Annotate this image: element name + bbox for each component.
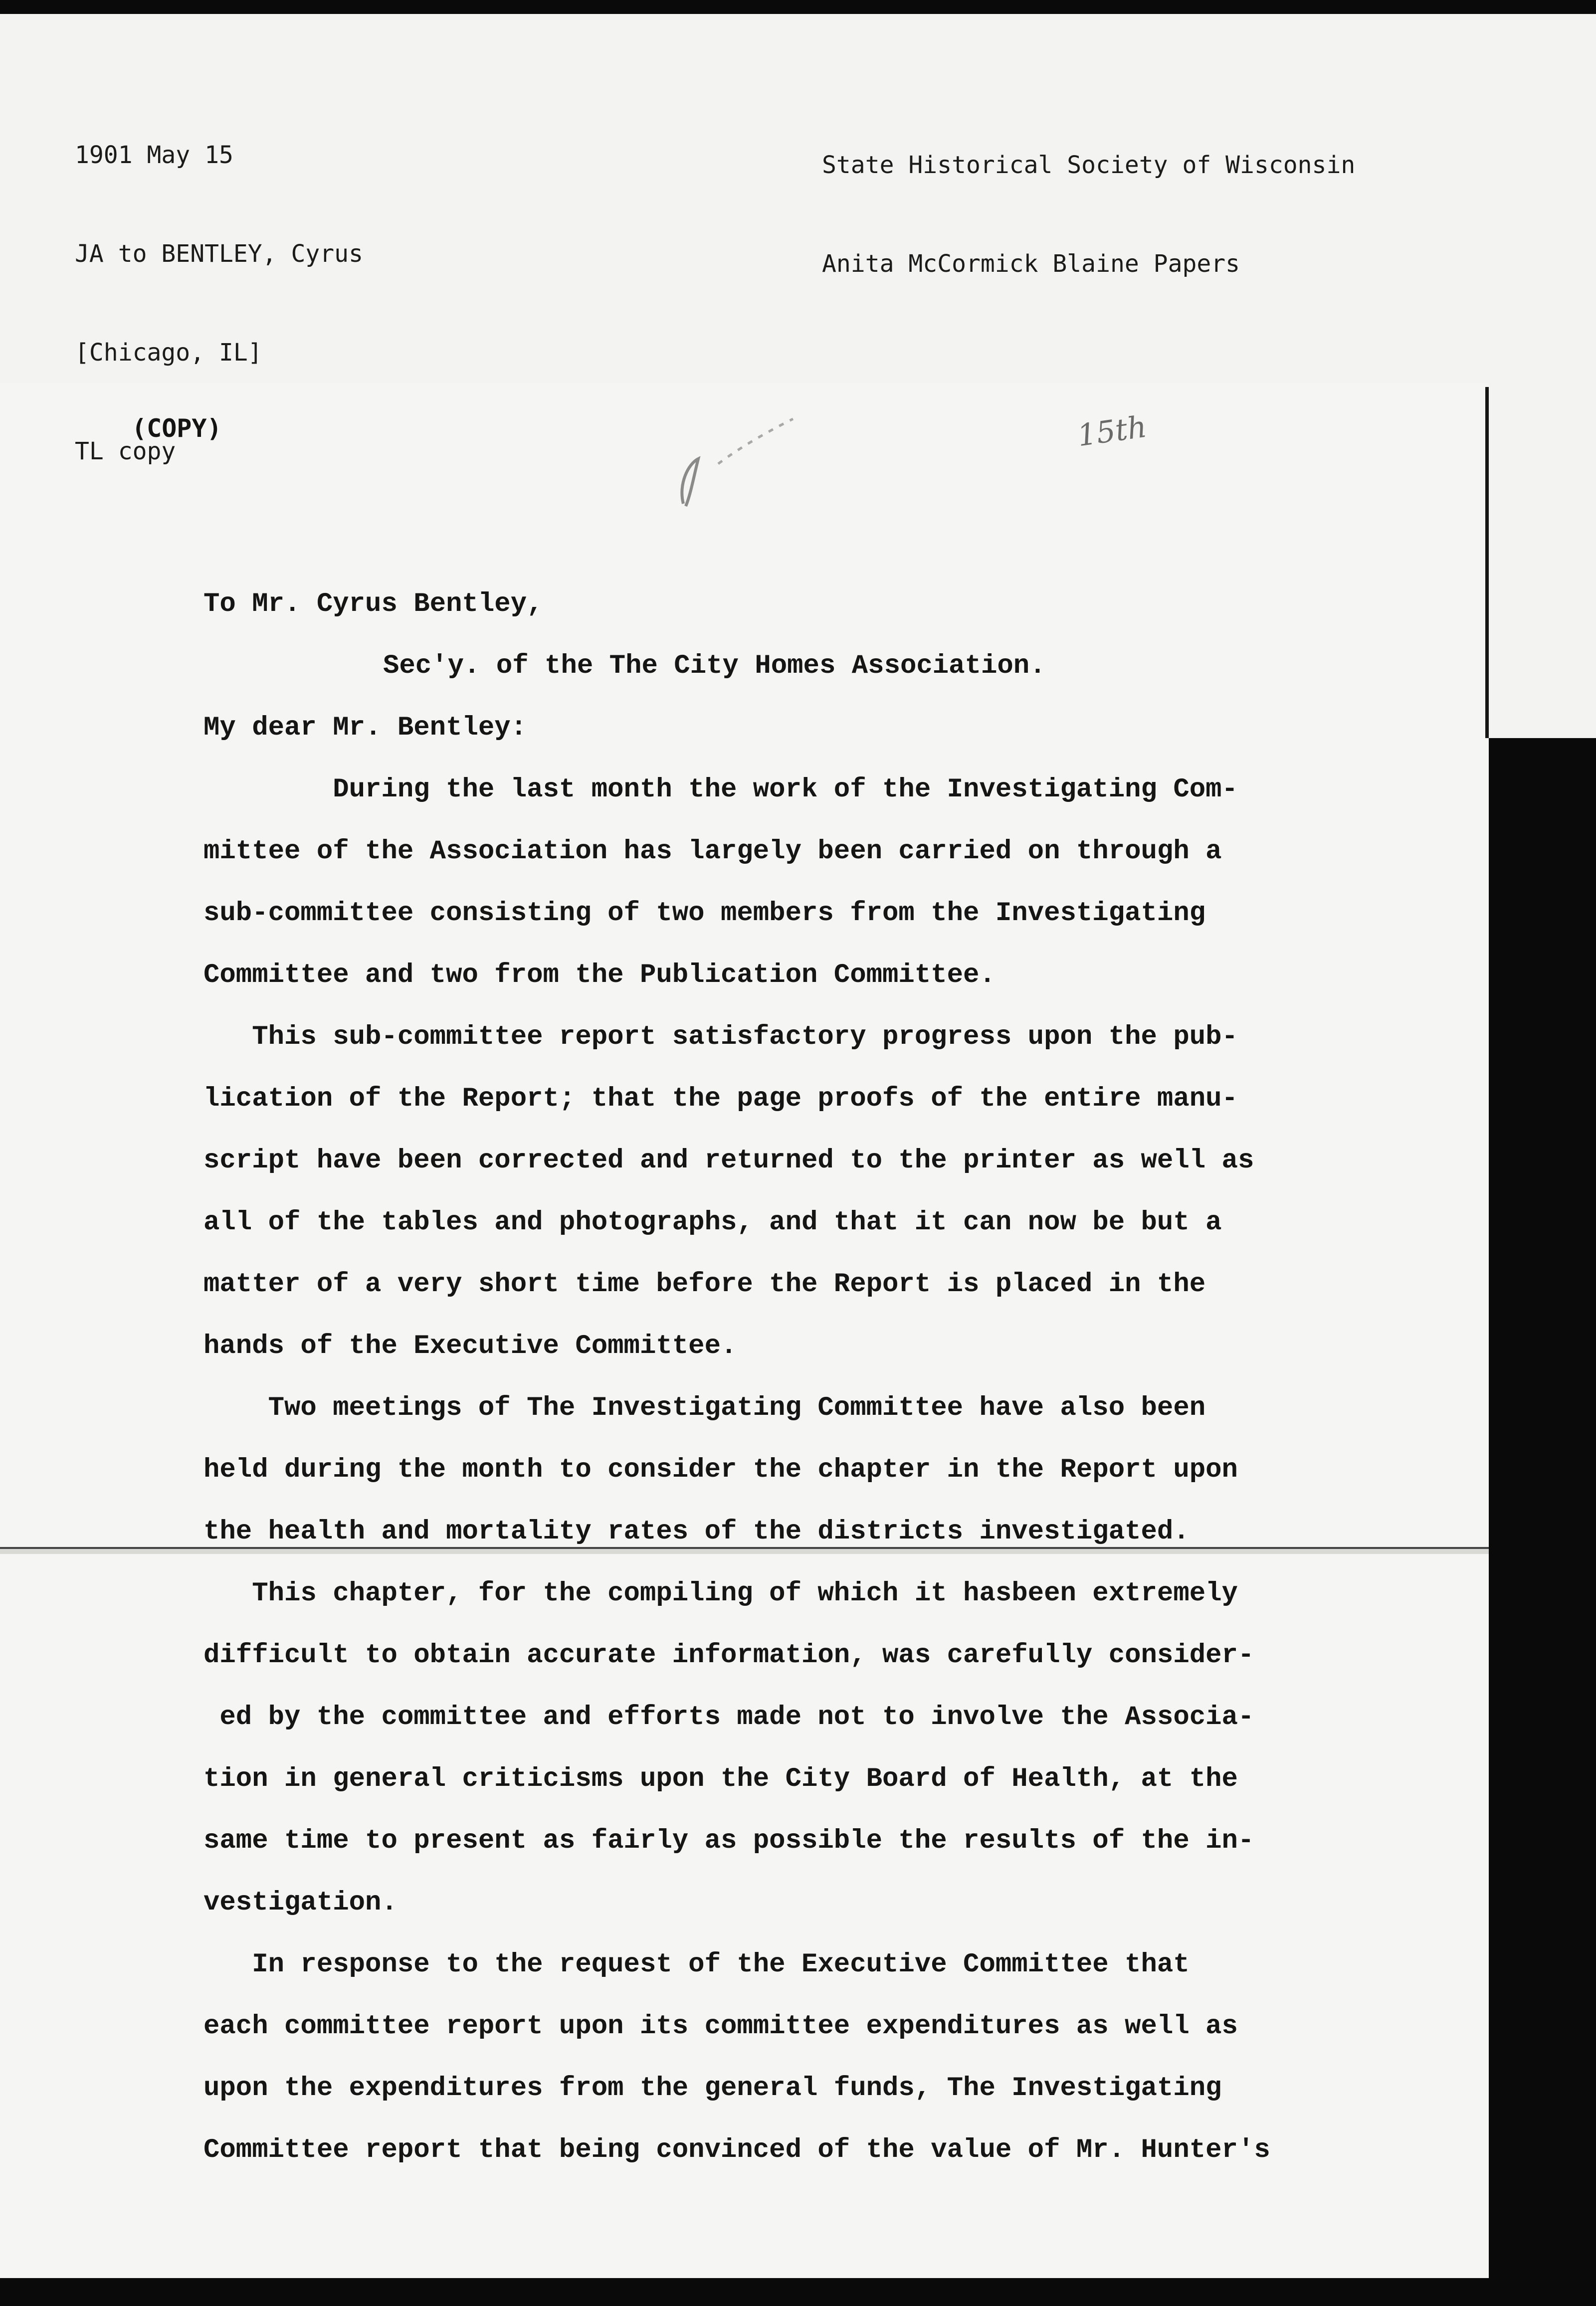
handwritten-scrawl: [663, 389, 863, 519]
archive-institution: State Historical Society of Wisconsin: [822, 151, 1356, 179]
body-line: During the last month the work of the Investigating Com-: [203, 774, 1238, 805]
body-line: same time to present as fairly as possible the results of the in-: [203, 1826, 1254, 1856]
catalog-date: 1901 May 15: [75, 141, 233, 169]
body-line: all of the tables and photographs, and that it can now be but a: [203, 1207, 1222, 1238]
body-line: held during the month to consider the chapter in the Report upon: [203, 1455, 1238, 1485]
copy-stamp: (COPY): [132, 414, 222, 443]
film-top-border: [0, 0, 1596, 14]
body-line: tion in general criticisms upon the City Board of Health, at the: [203, 1764, 1238, 1794]
archive-collection: Anita McCormick Blaine Papers: [822, 250, 1240, 278]
handwritten-note: 15th: [1075, 409, 1149, 454]
salutation: My dear Mr. Bentley:: [203, 713, 527, 743]
body-line: upon the expenditures from the general funds, The Investigating: [203, 2073, 1222, 2104]
body-line: difficult to obtain accurate information, was carefully consider-: [203, 1640, 1254, 1671]
body-line: Committee report that being convinced of the value of Mr. Hunter's: [203, 2135, 1270, 2165]
body-line: ed by the committee and efforts made not to involve the Associa-: [203, 1702, 1254, 1732]
body-line: sub-committee consisting of two members from the Investigating: [203, 898, 1206, 929]
body-line: script have been corrected and returned to the printer as well as: [203, 1146, 1254, 1176]
body-line: This sub-committee report satisfactory progress upon the pub-: [203, 1022, 1238, 1052]
body-line: In response to the request of the Executive Committee that: [203, 1949, 1190, 1980]
catalog-correspondents: JA to BENTLEY, Cyrus: [75, 240, 363, 268]
letter-page-margin-right: [1489, 383, 1596, 738]
catalog-format: TL copy: [75, 437, 176, 465]
recipient-name: To Mr. Cyrus Bentley,: [203, 589, 543, 619]
recipient-title: Sec'y. of the The City Homes Association.: [383, 651, 1046, 681]
body-line: the health and mortality rates of the districts investigated.: [203, 1517, 1190, 1547]
letter-body: [203, 574, 1415, 2181]
archive-source: [822, 83, 1355, 313]
body-line: Committee and two from the Publication Committee.: [203, 960, 996, 990]
body-line: This chapter, for the compiling of which it hasbeen extremely: [203, 1578, 1238, 1609]
body-line: matter of a very short time before the Report is placed in the: [203, 1269, 1206, 1300]
body-line: lication of the Report; that the page proofs of the entire manu-: [203, 1084, 1238, 1114]
page-edge-shadow: [1485, 387, 1489, 738]
body-line: each committee report upon its committee expenditures as well as: [203, 2011, 1238, 2042]
film-bottom-border: [0, 2278, 1596, 2306]
body-line: mittee of the Association has largely been carried on through a: [203, 836, 1222, 867]
body-line: Two meetings of The Investigating Committee have also been: [203, 1393, 1206, 1423]
body-line: hands of the Executive Committee.: [203, 1331, 737, 1361]
body-line: vestigation.: [203, 1888, 398, 1918]
catalog-place: [Chicago, IL]: [75, 339, 262, 367]
